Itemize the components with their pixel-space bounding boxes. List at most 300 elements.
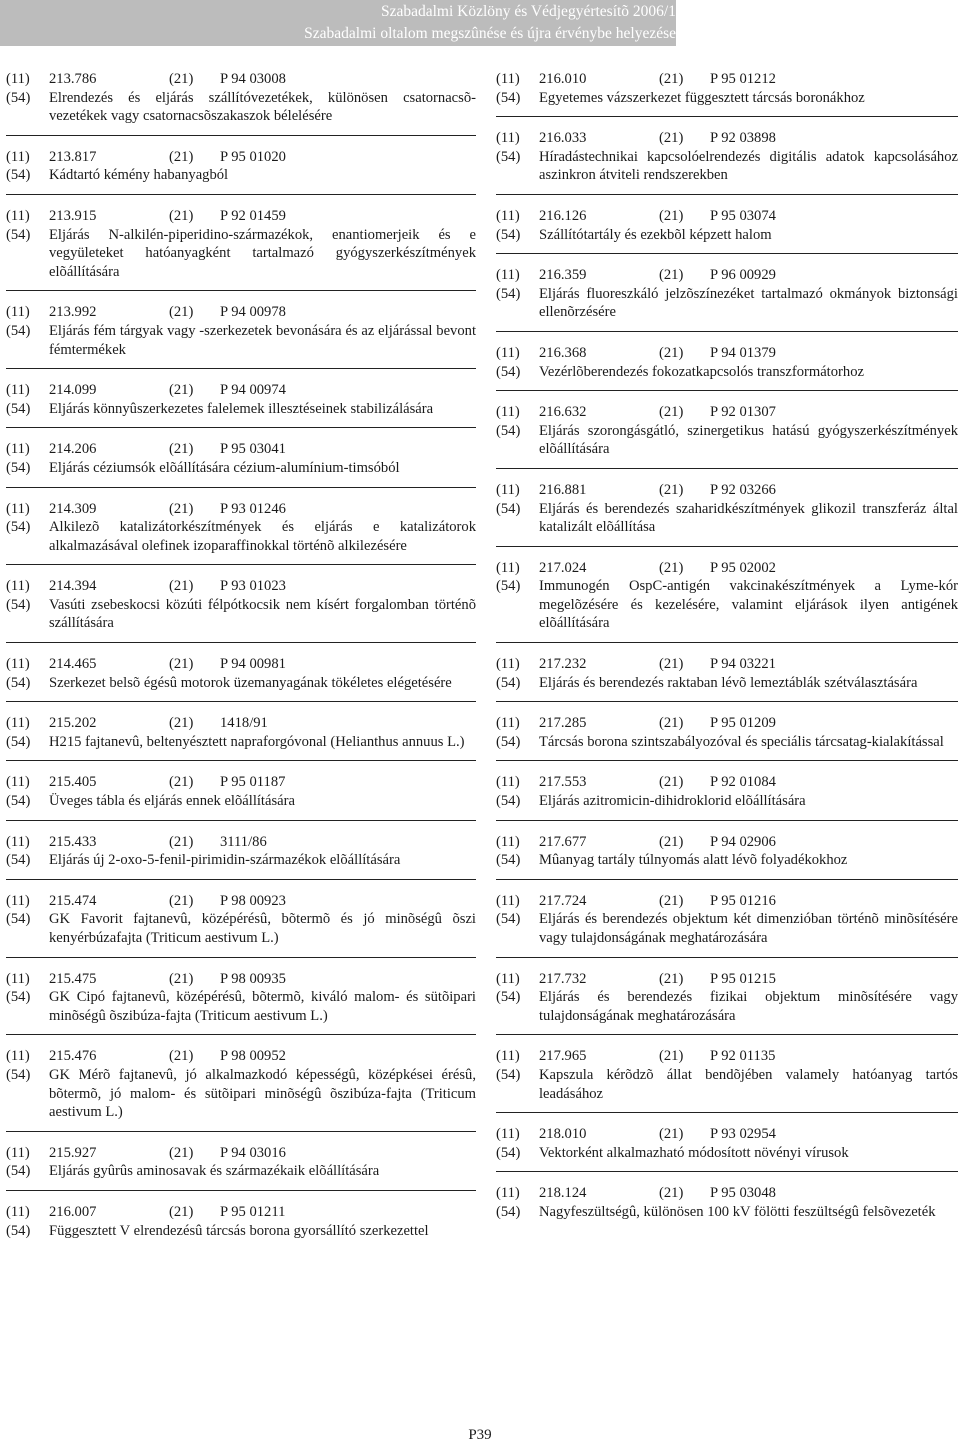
patent-number-row [496,266,958,285]
code-54-label: (54) [6,1222,31,1239]
patent-number: 213.817 [49,148,97,165]
code-11-label: (11) [496,774,520,791]
patent-number: 217.024 [539,559,587,576]
entry-separator [6,135,476,136]
entry-separator [6,290,476,291]
patent-number-row [496,892,958,911]
patent-title-row [496,792,958,811]
patent-title-row [6,459,476,478]
entry-separator [6,194,476,195]
code-11-label: (11) [496,481,520,498]
patent-number: 215.433 [49,833,97,850]
code-11-label: (11) [6,207,30,224]
application-number: P 92 03898 [710,130,776,147]
patent-title-row [496,148,958,185]
patent-title: Alkilezõ katalizátorkészítmények és eljárás e katalizátorok alkalmazásával olefinek izoparaffinokkal történõ alkilezésére [49,519,476,554]
patent-title-row [6,1222,476,1241]
application-number: P 94 03016 [220,1144,286,1161]
patent-number: 214.465 [49,656,97,673]
code-11-label: (11) [496,656,520,673]
patent-title: GK Cipó fajtanevû, középérésû, bõtermõ, kiváló malom- és sütõipari minõségû õszibúza-fajta (Triticum aestivum L.) [49,989,476,1024]
patent-entry [496,714,958,751]
patent-title: Eljárás azitromicin-dihidroklorid elõállítására [539,793,806,810]
patent-number: 216.010 [539,71,587,87]
patent-title-row [496,1066,958,1103]
entry-separator [496,468,958,469]
application-number: P 92 01135 [710,1048,776,1065]
entry-separator [496,957,958,958]
patent-number-row [496,70,958,89]
application-number: P 98 00923 [220,892,286,909]
patent-title-row [496,674,958,693]
patent-number: 215.476 [49,1048,97,1065]
application-number: P 92 01307 [710,404,776,421]
patent-title: Eljárás és berendezés objektum két dimenzióban történõ minõsítésére vagy tulajdonságának meghatározására [539,911,958,946]
code-11-label: (11) [496,1126,520,1143]
code-54-label: (54) [6,596,31,613]
patent-entry [496,559,958,633]
application-number: P 95 01215 [710,970,776,987]
code-21-label: (21) [169,441,194,458]
code-11-label: (11) [6,71,30,87]
application-number: P 98 00952 [220,1048,286,1065]
code-21-label: (21) [169,500,194,517]
patent-title: Eljárás új 2-oxo-5-fenil-pirimidin-származékok elõállítására [49,852,401,869]
application-number: P 95 03074 [710,207,776,224]
patent-entry [6,1203,476,1240]
code-54-label: (54) [6,1163,31,1180]
patent-number-row [496,1047,958,1066]
patent-title-row [6,400,476,419]
patent-number-row [6,207,476,226]
code-11-label: (11) [6,148,30,165]
patent-title-row [496,285,958,322]
patent-entry [6,440,476,477]
code-54-label: (54) [6,400,31,417]
patent-number: 215.475 [49,970,97,987]
entry-separator [6,487,476,488]
patent-title-row [6,89,476,126]
code-11-label: (11) [6,833,30,850]
code-54-label: (54) [496,363,521,380]
code-21-label: (21) [659,404,684,421]
code-21-label: (21) [169,207,194,224]
code-21-label: (21) [169,656,194,673]
code-11-label: (11) [496,892,520,909]
code-21-label: (21) [659,892,684,909]
entry-separator [496,879,958,880]
patent-number-row [6,1047,476,1066]
code-54-label: (54) [496,285,521,302]
patent-title: Vektorként alkalmazható módosított növényi vírusok [539,1144,849,1161]
patent-title: Vasúti zsebeskocsi közúti félpótkocsik nem kísért forgalomban történõ szállítására [49,596,476,632]
application-number: P 94 03221 [710,656,776,673]
patent-title-row [6,674,476,693]
patent-entry [496,70,958,107]
application-number: P 93 01246 [220,500,286,517]
patent-entry [496,1047,958,1103]
patent-entry [6,773,476,810]
application-number: P 94 00974 [220,382,286,399]
code-54-label: (54) [496,674,521,691]
patent-number-row [6,303,476,322]
patent-entry [496,403,958,459]
code-21-label: (21) [169,970,194,987]
patent-title: Eljárás fém tárgyak vagy -szerkezetek bevonására és az eljárással bevont fémtermékek [49,322,476,358]
application-number: P 94 00978 [220,304,286,321]
patent-number-row [6,655,476,674]
patent-number-row [6,833,476,852]
patent-title-row [496,577,958,633]
patent-title-row [496,988,958,1025]
patent-entry [6,207,476,281]
code-54-label: (54) [6,322,31,339]
code-21-label: (21) [169,148,194,165]
entry-separator [6,564,476,565]
code-54-label: (54) [6,852,31,869]
patent-title: GK Mérõ fajtanevû, jó alkalmazkodó képességû, középkései érésû, bõtermõ, jó malom- és sütõipari minõségû õszibúza-fajta (Triticum aestivum L.) [49,1066,476,1121]
code-21-label: (21) [169,382,194,399]
patent-number: 214.099 [49,382,97,399]
patent-entry [496,481,958,537]
code-11-label: (11) [496,267,520,284]
patent-number: 218.010 [539,1126,587,1143]
patent-title-row [6,322,476,359]
patent-title: Eljárás könnyûszerkezetes falelemek illesztéseinek stabilizálására [49,400,434,417]
entry-separator [496,642,958,643]
patent-title-row [6,596,476,633]
code-54-label: (54) [496,793,521,810]
code-21-label: (21) [169,578,194,595]
entry-separator [496,194,958,195]
code-11-label: (11) [6,441,30,458]
patent-number-row [496,714,958,733]
patent-number-row [496,970,958,989]
entry-separator [6,1034,476,1035]
patent-number: 217.677 [539,833,587,850]
code-11-label: (11) [6,1203,30,1220]
application-number: P 95 01209 [710,715,776,732]
code-11-label: (11) [496,130,520,147]
patent-entry [496,266,958,322]
entry-separator [6,427,476,428]
patent-number: 216.359 [539,267,587,284]
patent-number-row [6,500,476,519]
patent-number: 213.786 [49,71,97,87]
code-21-label: (21) [169,892,194,909]
code-21-label: (21) [659,71,684,87]
patent-entry [6,833,476,870]
patent-number: 218.124 [539,1185,587,1202]
patent-number-row [6,148,476,167]
code-11-label: (11) [496,344,520,361]
code-11-label: (11) [496,715,520,732]
patent-number-row [6,714,476,733]
entry-separator [6,1131,476,1132]
application-number: P 92 01459 [220,207,286,224]
code-21-label: (21) [659,130,684,147]
code-54-label: (54) [496,226,521,243]
patent-title: Eljárás szorongásgátló, szinergetikus hatású gyógyszerkészítmények elõállítására [539,422,958,458]
code-54-label: (54) [496,852,521,869]
patent-title-row [6,166,476,185]
application-number: P 95 03041 [220,441,286,458]
patent-title: Szállítótartály és ezekbõl képzett halom [539,226,772,243]
patent-number: 214.206 [49,441,97,458]
application-number: P 95 01216 [710,892,776,909]
patent-title: Eljárás fluoreszkáló jelzõszínezéket tartalmazó okmányok biztonsági ellenõrzésére [539,285,958,321]
patent-number: 213.992 [49,304,97,321]
patent-number: 213.915 [49,207,97,224]
patent-entry [496,207,958,244]
code-21-label: (21) [659,481,684,498]
code-11-label: (11) [6,715,30,732]
patent-title: Eljárás gyûrûs aminosavak és származékaik elõállítására [49,1163,380,1180]
patent-title-row [6,733,476,752]
patent-number: 216.368 [539,344,587,361]
code-54-label: (54) [496,578,521,595]
entry-separator [6,701,476,702]
patent-entry [6,303,476,359]
code-11-label: (11) [496,559,520,576]
entry-separator [6,820,476,821]
code-11-label: (11) [496,1185,520,1202]
application-number: P 95 01212 [710,71,776,87]
patent-entry [6,500,476,556]
code-54-label: (54) [496,733,521,750]
patent-number-row [6,70,476,89]
entry-separator [6,642,476,643]
patent-title: H215 fajtanevû, beltenyésztett napraforgóvonal (Helianthus annuus L.) [49,733,465,750]
code-54-label: (54) [496,1144,521,1161]
code-54-label: (54) [6,674,31,691]
code-54-label: (54) [496,1066,521,1083]
code-11-label: (11) [496,71,520,87]
patent-number-row [496,129,958,148]
code-54-label: (54) [6,733,31,750]
code-21-label: (21) [169,1048,194,1065]
patent-entry [6,577,476,633]
code-11-label: (11) [6,970,30,987]
patent-entry [6,381,476,418]
patent-entry [6,1144,476,1181]
code-11-label: (11) [6,304,30,321]
code-54-label: (54) [6,519,31,536]
patent-number-row [496,1125,958,1144]
code-11-label: (11) [6,774,30,791]
code-21-label: (21) [659,656,684,673]
page-number: P39 [468,1427,492,1443]
patent-entry [496,892,958,948]
patent-number: 216.033 [539,130,587,147]
code-54-label: (54) [496,1203,521,1220]
patent-title-row [6,1162,476,1181]
application-number: P 95 01187 [220,774,286,791]
patent-number: 216.881 [539,481,587,498]
patent-title: GK Favorit fajtanevû, középérésû, bõtermõ és jó minõségû õszi kenyérbúzafajta (Triticum aestivum L.) [49,911,476,946]
code-21-label: (21) [169,774,194,791]
patent-title-row [6,792,476,811]
patent-number-row [6,1203,476,1222]
patent-entry [496,1184,958,1221]
code-54-label: (54) [496,148,521,165]
patent-title: Tárcsás borona szintszabályozóval és speciális tárcsatag-kialakítással [539,733,944,750]
patent-title: Vezérlõberendezés fokozatkapcsolós transzformátorhoz [539,363,864,380]
patent-number-row [6,1144,476,1163]
patent-number-row [496,655,958,674]
application-number: P 95 01211 [220,1203,286,1220]
patent-entry [6,70,476,126]
code-21-label: (21) [659,970,684,987]
page-header-band [0,0,676,46]
patent-title-row [6,226,476,282]
application-number: P 92 01084 [710,774,776,791]
code-11-label: (11) [6,892,30,909]
right-column [496,70,958,1222]
application-number: P 92 03266 [710,481,776,498]
application-number: P 95 03048 [710,1185,776,1202]
left-column [6,70,476,1240]
code-54-label: (54) [496,422,521,439]
patent-number: 215.927 [49,1144,97,1161]
entry-separator [496,1112,958,1113]
patent-title-row [496,226,958,245]
code-11-label: (11) [496,404,520,421]
patent-number-row [496,833,958,852]
code-21-label: (21) [659,207,684,224]
patent-title-row [496,422,958,459]
publication-title: Szabadalmi Közlöny és Védjegyértesítõ 2006/1 [380,3,676,20]
code-11-label: (11) [496,970,520,987]
patent-number-row [496,559,958,578]
patent-number: 217.732 [539,970,587,987]
code-11-label: (11) [6,1048,30,1065]
patent-entry [496,970,958,1026]
code-21-label: (21) [659,1048,684,1065]
patent-entry [496,773,958,810]
patent-number-row [496,344,958,363]
patent-number: 217.724 [539,892,587,909]
code-54-label: (54) [6,89,31,106]
patent-title-row [6,518,476,555]
patent-title: Eljárás és berendezés fizikai objektum minõsítésére vagy tulajdonságának meghatározására [539,989,958,1024]
patent-entry [496,655,958,692]
code-11-label: (11) [6,656,30,673]
patent-number: 216.007 [49,1203,97,1220]
code-21-label: (21) [659,833,684,850]
patent-number: 217.285 [539,715,587,732]
patent-number-row [496,403,958,422]
section-title: Szabadalmi oltalom megszûnése és újra érvénybe helyezése [304,25,676,42]
patent-number-row [6,440,476,459]
application-number: 3111/86 [220,833,267,850]
patent-entry [496,833,958,870]
patent-title: Eljárás és berendezés szaharidkészítmények glikozil transzferáz által katalizált elõállítása [539,500,958,536]
patent-title: Függesztett V elrendezésû tárcsás borona gyorsállító szerkezettel [49,1222,429,1239]
code-11-label: (11) [496,1048,520,1065]
patent-number-row [6,773,476,792]
code-11-label: (11) [6,1144,30,1161]
code-11-label: (11) [6,500,30,517]
patent-title: Kádtartó kémény habanyagból [49,167,229,184]
code-21-label: (21) [659,559,684,576]
patent-entry [6,892,476,948]
entry-separator [6,368,476,369]
application-number: P 93 02954 [710,1126,776,1143]
patent-entry [6,148,476,185]
code-11-label: (11) [496,833,520,850]
code-21-label: (21) [169,304,194,321]
code-21-label: (21) [169,1203,194,1220]
patent-number-row [496,481,958,500]
entry-separator [496,253,958,254]
patent-title: Mûanyag tartály túlnyomás alatt lévõ folyadékokhoz [539,852,848,869]
entry-separator [496,546,958,547]
code-21-label: (21) [659,1126,684,1143]
patent-title: Nagyfeszültségû, különösen 100 kV fölötti feszültségû felsõvezeték [539,1203,936,1220]
entry-separator [496,331,958,332]
entry-separator [496,116,958,117]
patent-number-row [496,207,958,226]
application-number: P 94 00981 [220,656,286,673]
patent-number: 215.474 [49,892,97,909]
code-54-label: (54) [496,911,521,928]
code-21-label: (21) [659,344,684,361]
patent-title-row [496,851,958,870]
entry-separator [6,957,476,958]
patent-number: 216.632 [539,404,587,421]
patent-number-row [6,577,476,596]
patent-title: Immunogén OspC-antigén vakcinakészítmények a Lyme-kór megelõzésére és kezelésére, valamint eljárások ilyen antigének elõállítására [539,578,958,632]
entry-separator [496,1034,958,1035]
patent-title-row [6,1066,476,1122]
code-54-label: (54) [496,89,521,106]
patent-title-row [496,910,958,947]
code-11-label: (11) [6,578,30,595]
code-21-label: (21) [169,833,194,850]
patent-title: Eljárás N-alkilén-piperidino-származékok, enantiomerjeik és e vegyületeket hatóanyagként tartalmazó gyógyszerkészítmények elõállítására [49,226,476,280]
code-21-label: (21) [659,774,684,791]
application-number: P 93 01023 [220,578,286,595]
patent-number: 217.232 [539,656,587,673]
patent-number: 215.405 [49,774,97,791]
patent-title-row [496,1144,958,1163]
code-11-label: (11) [6,382,30,399]
application-number: P 94 01379 [710,344,776,361]
patent-title-row [6,910,476,947]
patent-entry [496,129,958,185]
code-54-label: (54) [496,500,521,517]
patent-number: 216.126 [539,207,587,224]
patent-title: Egyetemes vázszerkezet függesztett tárcsás boronákhoz [539,89,865,106]
application-number: P 96 00929 [710,267,776,284]
application-number: P 94 02906 [710,833,776,850]
patent-number-row [6,892,476,911]
code-21-label: (21) [659,715,684,732]
application-number: P 94 03008 [220,71,286,87]
application-number: P 98 00935 [220,970,286,987]
patent-number: 214.394 [49,578,97,595]
code-54-label: (54) [6,911,31,928]
entry-separator [496,820,958,821]
patent-number-row [6,381,476,400]
application-number: P 95 01020 [220,148,286,165]
code-54-label: (54) [6,989,31,1006]
patent-title: Elrendezés és eljárás szállítóvezetékek, különösen csatornacsõ-vezetékek vagy csatornacsõszakaszok bélelésére [49,89,476,125]
patent-title: Kapszula kérõdzõ állat bendõjében valamely hatóanyag tartós leadásához [539,1066,958,1102]
code-54-label: (54) [6,226,31,243]
patent-title: Üveges tábla és eljárás ennek elõállítására [49,793,295,810]
